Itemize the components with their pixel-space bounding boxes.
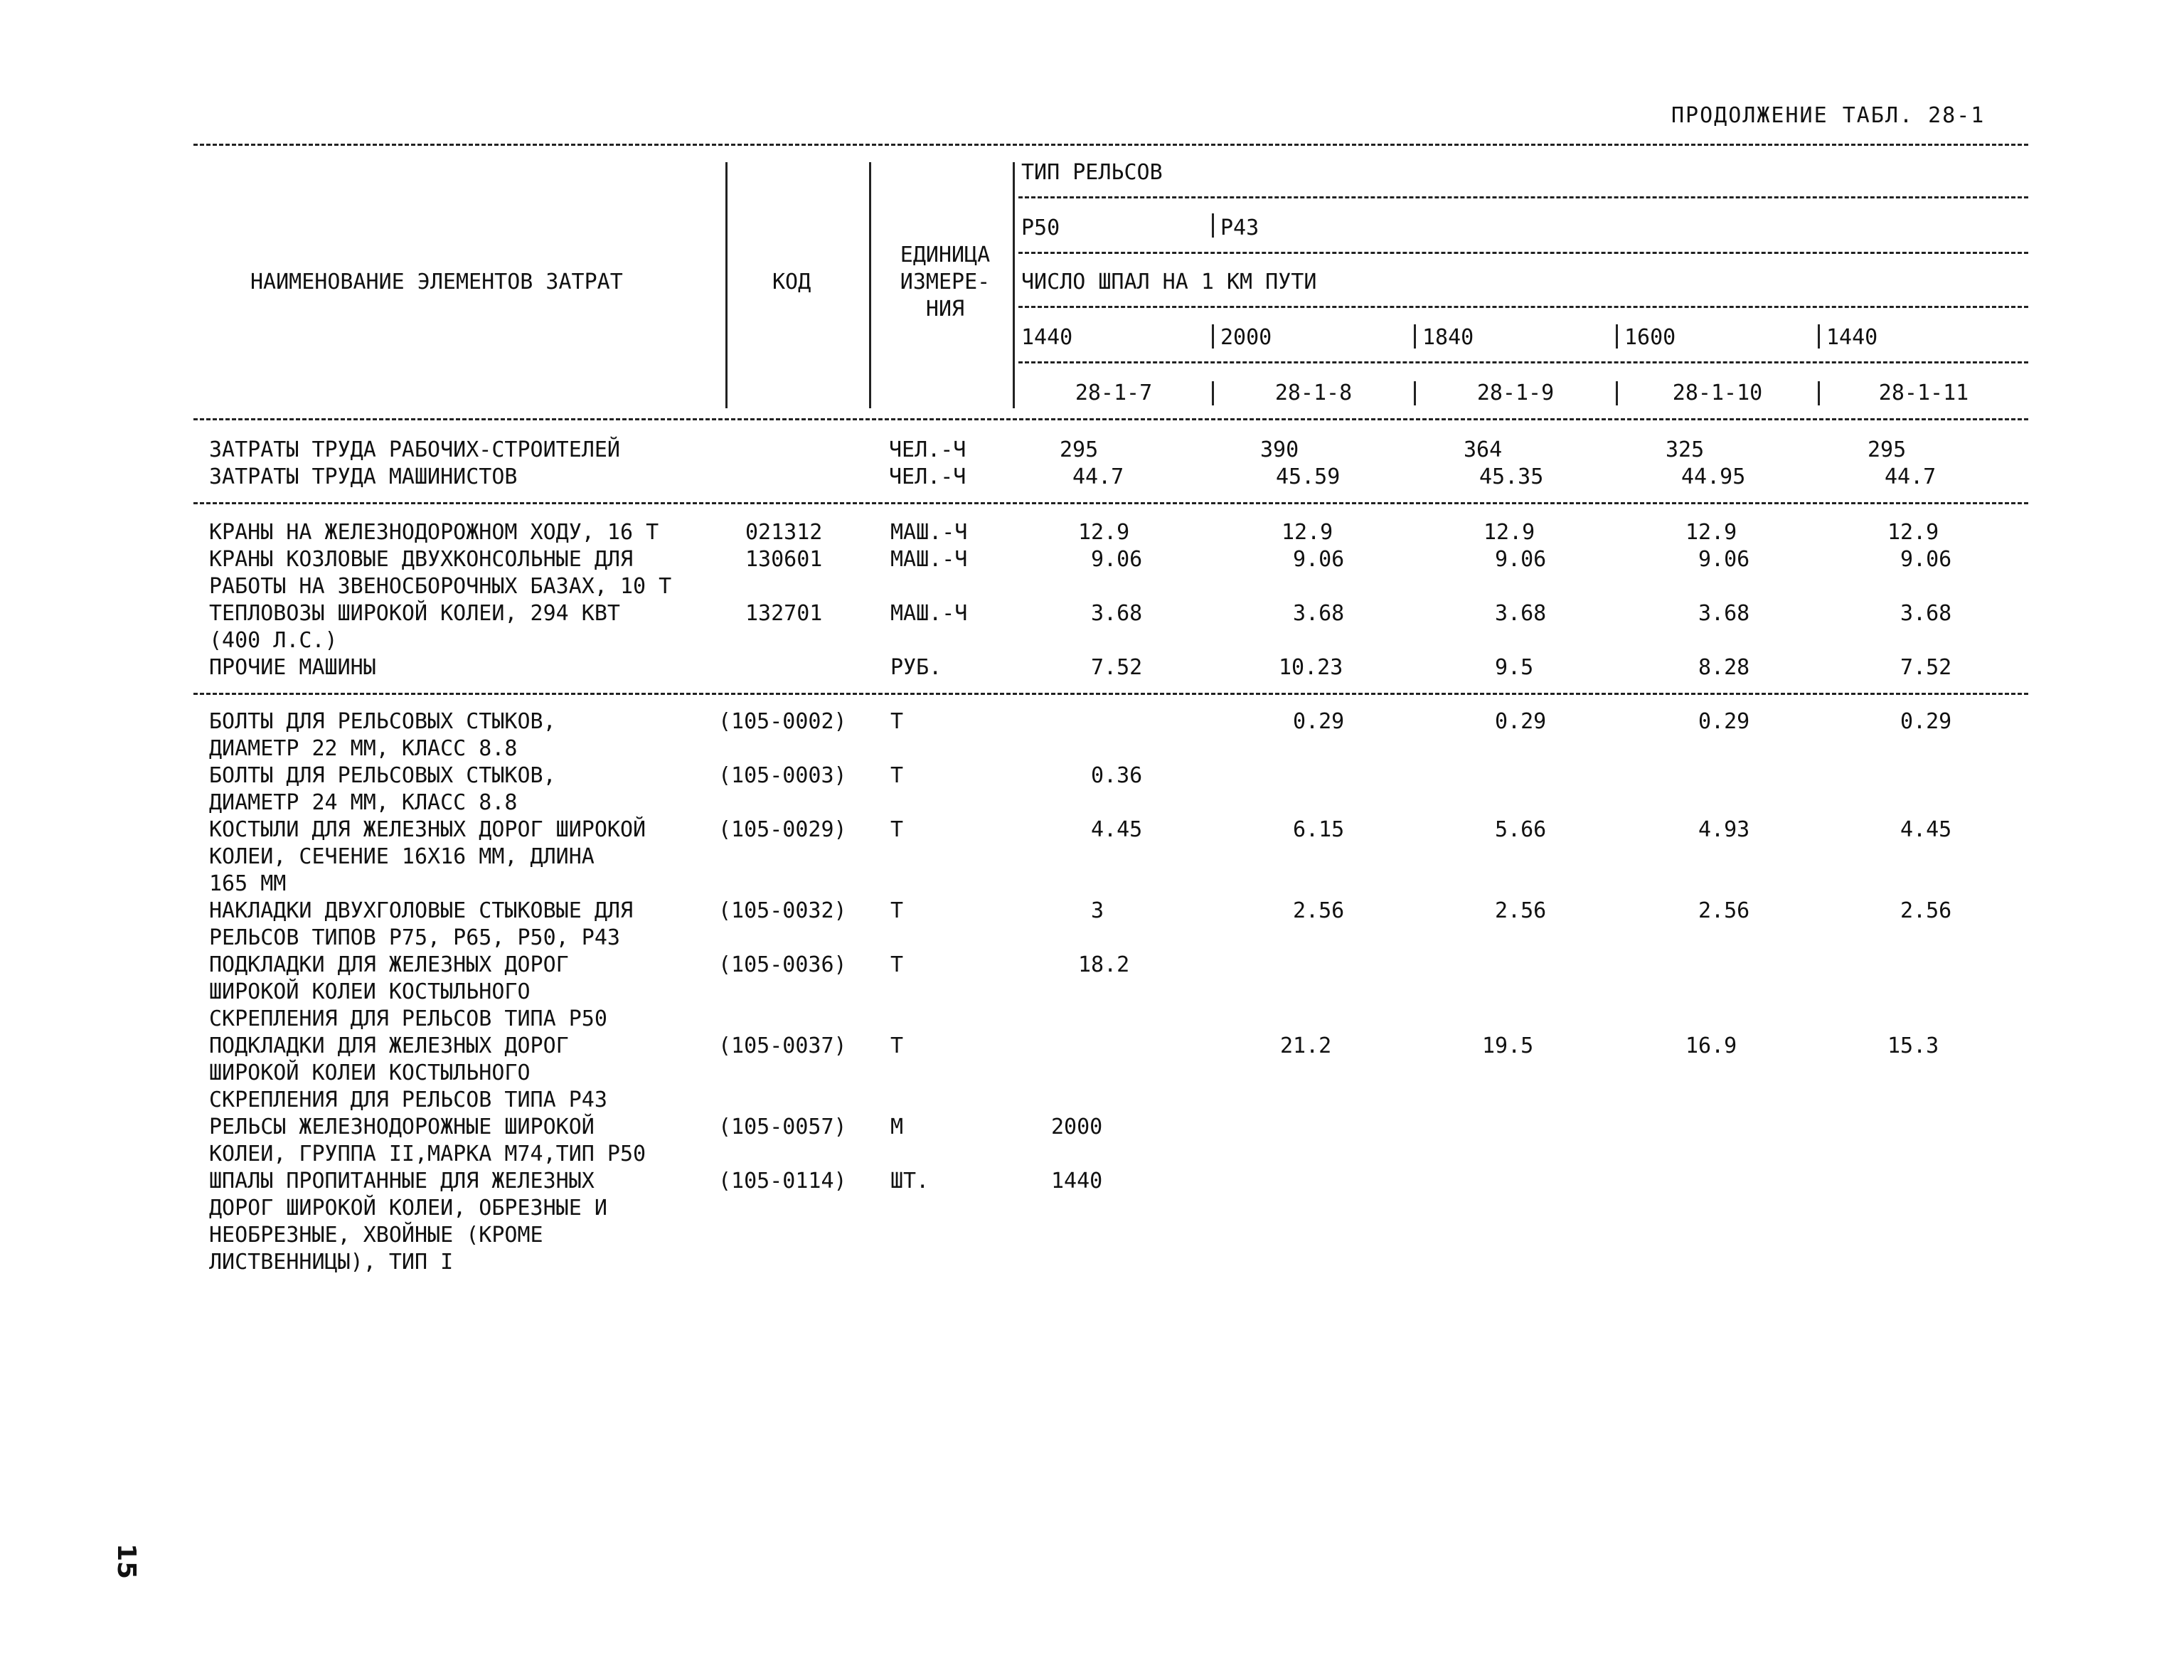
sleeper-separator-4 bbox=[1818, 324, 1820, 349]
machine-row-value: 9.06 bbox=[1698, 547, 1750, 572]
header-bottom-rule bbox=[193, 418, 2028, 420]
machine-row-name: ТЕПЛОВОЗЫ ШИРОКОЙ КОЛЕИ, 294 КВТ (400 Л.С.) bbox=[209, 601, 620, 653]
norm-separator-2 bbox=[1414, 381, 1416, 405]
machine-row-name: КРАНЫ КОЗЛОВЫЕ ДВУХКОНСОЛЬНЫЕ ДЛЯ РАБОТЫ НА ЗВЕНОСБОРОЧНЫХ БАЗАХ, 10 Т bbox=[209, 547, 672, 599]
material-row-code: (105-0037) bbox=[718, 1033, 847, 1058]
machine-row-unit: МАШ.-Ч bbox=[890, 547, 968, 572]
norm-code-5: 28-1-11 bbox=[1878, 381, 1969, 405]
machine-row-value: 7.52 bbox=[1900, 655, 1952, 680]
sleeper-count-3: 1840 bbox=[1422, 325, 1474, 350]
material-row-code: (105-0029) bbox=[718, 817, 847, 842]
material-row-unit: Т bbox=[890, 763, 904, 788]
material-row-name: ПОДКЛАДКИ ДЛЯ ЖЕЛЕЗНЫХ ДОРОГ ШИРОКОЙ КОЛЕИ КОСТЫЛЬНОГО СКРЕПЛЕНИЯ ДЛЯ РЕЛЬСОВ ТИПА Р43 bbox=[209, 1033, 607, 1112]
machine-row-code: 130601 bbox=[745, 547, 823, 572]
material-row-value: 6.15 bbox=[1293, 817, 1345, 842]
machine-row-value: 12.9 bbox=[1887, 520, 1939, 545]
header-rail-p50: Р50 bbox=[1021, 216, 1060, 240]
material-row-unit: М bbox=[890, 1115, 904, 1139]
material-row-name: БОЛТЫ ДЛЯ РЕЛЬСОВЫХ СТЫКОВ, ДИАМЕТР 22 ММ, КЛАСС 8.8 bbox=[209, 709, 556, 761]
header-rail-p43: Р43 bbox=[1220, 216, 1259, 240]
header-rail-type: ТИП РЕЛЬСОВ bbox=[1021, 160, 1163, 185]
norm-separator-1 bbox=[1212, 381, 1214, 405]
machine-row-value: 12.9 bbox=[1483, 520, 1535, 545]
material-row-value: 2.56 bbox=[1698, 898, 1750, 923]
labor-row-value: 44.7 bbox=[1072, 464, 1124, 489]
col-separator-code-unit bbox=[869, 162, 871, 408]
material-row-value: 0.29 bbox=[1900, 709, 1952, 734]
material-row-value: 16.9 bbox=[1685, 1033, 1737, 1058]
machine-row-unit: МАШ.-Ч bbox=[890, 520, 968, 545]
page-number: 15 bbox=[112, 1543, 141, 1580]
machine-row-code: 132701 bbox=[745, 601, 823, 626]
header-unit-line2: ИЗМЕРЕ- bbox=[900, 270, 991, 294]
material-row-value: 15.3 bbox=[1887, 1033, 1939, 1058]
machine-row-value: 9.06 bbox=[1293, 547, 1345, 572]
labor-row-name: ЗАТРАТЫ ТРУДА МАШИНИСТОВ bbox=[209, 464, 518, 489]
material-row-code: (105-0057) bbox=[718, 1115, 847, 1139]
material-row-value: 1440 bbox=[1051, 1169, 1103, 1193]
machine-row-value: 8.28 bbox=[1698, 655, 1750, 680]
header-rule-4 bbox=[1018, 361, 2028, 363]
material-row-value: 0.29 bbox=[1698, 709, 1750, 734]
material-row-unit: ШТ. bbox=[890, 1169, 929, 1193]
material-row-value: 2000 bbox=[1051, 1115, 1103, 1139]
material-row-value: 21.2 bbox=[1280, 1033, 1332, 1058]
header-sleepers: ЧИСЛО ШПАЛ НА 1 КМ ПУТИ bbox=[1021, 270, 1317, 294]
material-row-name: ШПАЛЫ ПРОПИТАННЫЕ ДЛЯ ЖЕЛЕЗНЫХ ДОРОГ ШИРОКОЙ КОЛЕИ, ОБРЕЗНЫЕ И НЕОБРЕЗНЫЕ, ХВОЙНЫЕ (КРОМЕ ЛИСТВЕННИЦЫ), ТИП I bbox=[209, 1169, 607, 1275]
labor-bottom-rule bbox=[193, 502, 2028, 504]
material-row-unit: Т bbox=[890, 952, 904, 977]
machine-row-value: 3.68 bbox=[1900, 601, 1952, 626]
material-row-code: (105-0002) bbox=[718, 709, 847, 734]
norm-code-4: 28-1-10 bbox=[1672, 381, 1763, 405]
material-row-code: (105-0003) bbox=[718, 763, 847, 788]
labor-row-unit: ЧЕЛ.-Ч bbox=[889, 464, 966, 489]
machine-row-value: 3.68 bbox=[1495, 601, 1547, 626]
material-row-value: 3 bbox=[1091, 898, 1104, 923]
sleeper-count-1: 1440 bbox=[1021, 325, 1073, 350]
material-row-value: 2.56 bbox=[1495, 898, 1547, 923]
col-separator-unit-values bbox=[1013, 162, 1015, 408]
material-row-unit: Т bbox=[890, 898, 904, 923]
machine-row-value: 12.9 bbox=[1282, 520, 1333, 545]
labor-row-value: 44.95 bbox=[1681, 464, 1746, 489]
labor-row-value: 44.7 bbox=[1885, 464, 1937, 489]
header-rule-3 bbox=[1018, 306, 2028, 308]
sleeper-separator-3 bbox=[1616, 324, 1618, 349]
table-continuation-title: ПРОДОЛЖЕНИЕ ТАБЛ. 28-1 bbox=[1671, 103, 1986, 128]
norm-separator-3 bbox=[1616, 381, 1618, 405]
machine-row-value: 9.5 bbox=[1495, 655, 1534, 680]
material-row-value: 0.29 bbox=[1293, 709, 1345, 734]
machine-row-name: КРАНЫ НА ЖЕЛЕЗНОДОРОЖНОМ ХОДУ, 16 Т bbox=[209, 520, 659, 545]
material-row-value: 4.93 bbox=[1698, 817, 1750, 842]
material-row-value: 2.56 bbox=[1293, 898, 1345, 923]
labor-row-value: 295 bbox=[1868, 437, 1907, 462]
header-name: НАИМЕНОВАНИЕ ЭЛЕМЕНТОВ ЗАТРАТ bbox=[250, 270, 623, 294]
labor-row-value: 364 bbox=[1464, 437, 1503, 462]
machine-row-value: 3.68 bbox=[1091, 601, 1143, 626]
material-row-code: (105-0114) bbox=[718, 1169, 847, 1193]
labor-row-value: 325 bbox=[1666, 437, 1705, 462]
sleeper-count-2: 2000 bbox=[1220, 325, 1272, 350]
material-row-value: 4.45 bbox=[1900, 817, 1952, 842]
material-row-unit: Т bbox=[890, 1033, 904, 1058]
material-row-code: (105-0036) bbox=[718, 952, 847, 977]
header-rule-1 bbox=[1018, 196, 2028, 198]
sleeper-count-4: 1600 bbox=[1624, 325, 1676, 350]
labor-row-unit: ЧЕЛ.-Ч bbox=[889, 437, 966, 462]
material-row-value: 5.66 bbox=[1495, 817, 1547, 842]
machine-row-value: 9.06 bbox=[1091, 547, 1143, 572]
material-row-value: 4.45 bbox=[1091, 817, 1143, 842]
norm-code-3: 28-1-9 bbox=[1476, 381, 1555, 405]
material-row-value: 18.2 bbox=[1078, 952, 1130, 977]
material-row-unit: Т bbox=[890, 817, 904, 842]
material-row-value: 2.56 bbox=[1900, 898, 1952, 923]
labor-row-value: 295 bbox=[1060, 437, 1099, 462]
machine-row-code: 021312 bbox=[745, 520, 823, 545]
machine-row-value: 3.68 bbox=[1698, 601, 1750, 626]
header-rule-2 bbox=[1018, 252, 2028, 254]
material-row-value: 0.36 bbox=[1091, 763, 1143, 788]
machine-row-value: 12.9 bbox=[1685, 520, 1737, 545]
material-row-name: РЕЛЬСЫ ЖЕЛЕЗНОДОРОЖНЫЕ ШИРОКОЙ КОЛЕИ, ГРУППА II,МАРКА М74,ТИП Р50 bbox=[209, 1115, 646, 1166]
norm-code-2: 28-1-8 bbox=[1274, 381, 1353, 405]
labor-row-value: 45.35 bbox=[1479, 464, 1544, 489]
material-row-code: (105-0032) bbox=[718, 898, 847, 923]
material-row-value: 0.29 bbox=[1495, 709, 1547, 734]
header-rail-separator bbox=[1212, 213, 1214, 238]
machine-row-value: 9.06 bbox=[1900, 547, 1952, 572]
machine-row-value: 12.9 bbox=[1078, 520, 1130, 545]
machine-row-unit: МАШ.-Ч bbox=[890, 601, 968, 626]
labor-row-value: 390 bbox=[1260, 437, 1299, 462]
material-row-unit: Т bbox=[890, 709, 904, 734]
material-row-name: ПОДКЛАДКИ ДЛЯ ЖЕЛЕЗНЫХ ДОРОГ ШИРОКОЙ КОЛЕИ КОСТЫЛЬНОГО СКРЕПЛЕНИЯ ДЛЯ РЕЛЬСОВ ТИПА Р50 bbox=[209, 952, 607, 1031]
machine-row-name: ПРОЧИЕ МАШИНЫ bbox=[209, 655, 376, 680]
material-row-name: КОСТЫЛИ ДЛЯ ЖЕЛЕЗНЫХ ДОРОГ ШИРОКОЙ КОЛЕИ, СЕЧЕНИЕ 16Х16 ММ, ДЛИНА 165 ММ bbox=[209, 817, 646, 896]
top-rule bbox=[193, 144, 2028, 146]
col-separator-name-code bbox=[725, 162, 728, 408]
machine-row-value: 7.52 bbox=[1091, 655, 1143, 680]
machine-row-value: 10.23 bbox=[1279, 655, 1343, 680]
machine-row-value: 3.68 bbox=[1293, 601, 1345, 626]
sleeper-separator-1 bbox=[1212, 324, 1214, 349]
sleeper-count-5: 1440 bbox=[1826, 325, 1878, 350]
machine-row-unit: РУБ. bbox=[890, 655, 942, 680]
header-unit-line1: ЕДИНИЦА bbox=[900, 243, 991, 267]
header-code: КОД bbox=[772, 270, 811, 294]
material-row-name: БОЛТЫ ДЛЯ РЕЛЬСОВЫХ СТЫКОВ, ДИАМЕТР 24 ММ, КЛАСС 8.8 bbox=[209, 763, 556, 815]
machines-bottom-rule bbox=[193, 693, 2028, 695]
sleeper-separator-2 bbox=[1414, 324, 1416, 349]
header-unit-line3: НИЯ bbox=[925, 297, 965, 321]
machine-row-value: 9.06 bbox=[1495, 547, 1547, 572]
labor-row-value: 45.59 bbox=[1276, 464, 1341, 489]
norm-separator-4 bbox=[1818, 381, 1820, 405]
material-row-value: 19.5 bbox=[1482, 1033, 1534, 1058]
material-row-name: НАКЛАДКИ ДВУХГОЛОВЫЕ СТЫКОВЫЕ ДЛЯ РЕЛЬСОВ ТИПОВ Р75, Р65, Р50, Р43 bbox=[209, 898, 634, 950]
labor-row-name: ЗАТРАТЫ ТРУДА РАБОЧИХ-СТРОИТЕЛЕЙ bbox=[209, 437, 620, 462]
norm-code-1: 28-1-7 bbox=[1075, 381, 1153, 405]
